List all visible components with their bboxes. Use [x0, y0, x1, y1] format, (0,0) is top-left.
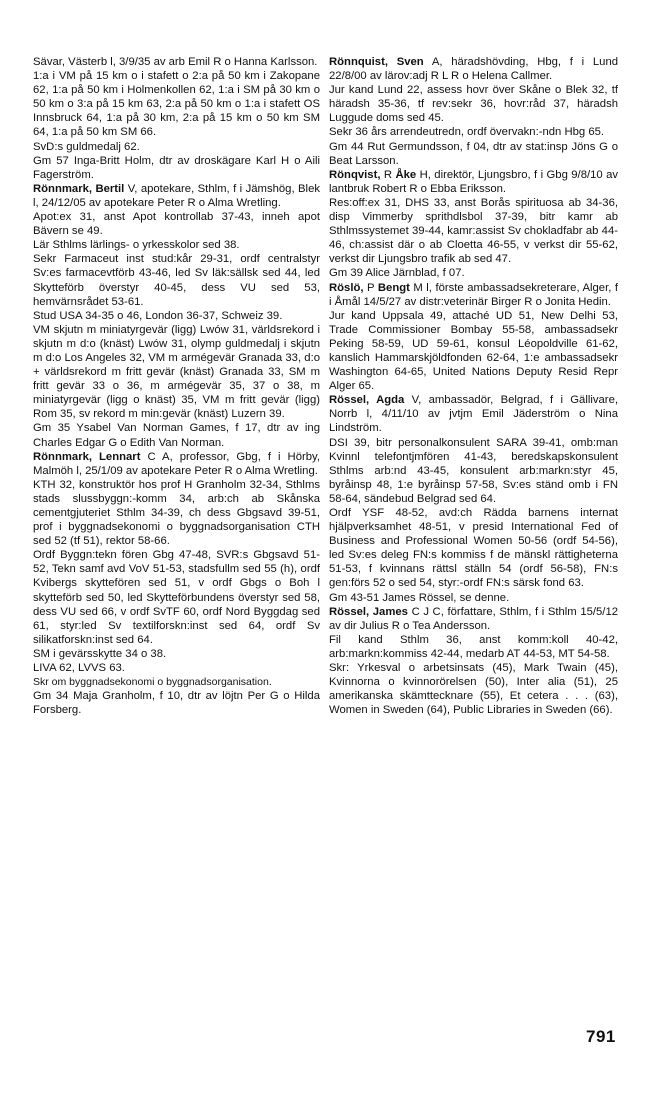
- entry-heading: [329, 55, 618, 83]
- entry-paragraph: Ordf YSF 48-52, avd:ch Rädda barnens internat hjälpverksamhet 48-51, v presid International Fed of Business and Professional Women 50-56 (ordf 54-56), led Sv:es deleg FN:s kommiss f de mänskl rättigheterna 51-53, f kvinnans rättsl ställn 54 (ordf 56-58), FN:s gen:förs 52 o sed 54, styr:-ordf FN:s särsk fond 63.: [329, 507, 618, 590]
- entry-paragraph: Sekr 36 års arrendeutredn, ordf övervakn:-ndn Hbg 65.: [329, 126, 605, 139]
- entry-paragraph: Jur kand Uppsala 49, attaché UD 51, New Delhi 53, Trade Commissioner Bombay 55-58, ambassadsekr Peking 58-59, UD 59-61, konsul Léopoldville 61-62, kanslich Hammarskjöldfonden 62-64, 1:e ambassadsekr Washington 64-65, United Nations Deputy Resid Repr Alger 65.: [329, 309, 618, 393]
- entry-paragraph: Gm 44 Rut Germundsson, f 04, dtr av stat:insp Jöns G o Beat Larsson.: [329, 140, 618, 167]
- entry-paragraph: Res:off:ex 31, DHS 33, anst Borås spirituosa ab 34-36, disp Vimmerby sprithdlsbol 37-39, bitr kamr ab Sthlmssystemet 39-44, kamr:assist Sv chokladfabr ab 44-46, ch:assist där o ab Cloetta 46-55, v verkst dir 55-62, verkst dir Ljungsbro trafik ab sed 47.: [329, 196, 618, 266]
- entry-text: C J C, författare, Sthlm, f i Sthlm 15/5/12 av dir Julius R o Tea Andersson.: [329, 605, 619, 632]
- entry-heading: [329, 168, 618, 196]
- entry-text: C A, professor, Gbg, f i Hörby, Malmöh l, 25/1/09 av apotekare Peter R o Alma Wretling.: [33, 450, 320, 477]
- entry-paragraph: KTH 32, konstruktör hos prof H Granholm 32-34, Sthlms stads slussbyggn:-komm 34, arb:ch ab Skånska cementgjuteriet Sthlm 34-39, ch dess Gbgsavd 39-51, prof i byggnadsekonomi o byggnadsorganisation CTH sed 52 (tf 51), rektor 58-66.: [33, 478, 320, 548]
- right-column: [329, 55, 618, 717]
- entry-name: Rönnquist, Sven: [329, 56, 424, 68]
- entry-paragraph: Skr: Yrkesval o arbetsinsats (45), Mark Twain (45), Kvinnorna o kvinnorörelsen (50), Inter alia (51), 25 amerikanska skämttecknare (55), Et cetera . . . (63), Women in Sweden (64), Public Libraries in Sweden (66).: [329, 662, 618, 717]
- entry-paragraph: Sävar, Västerb l, 3/9/35 av arb Emil R o Hanna Karlsson.: [33, 56, 318, 68]
- entry-name: Rössel, James: [329, 605, 408, 618]
- entry-paragraph: Skr om byggnadsekonomi o byggnadsorganisation.: [33, 676, 272, 689]
- entry-paragraph: LIVA 62, LVVS 63.: [33, 662, 125, 675]
- page-number: 791: [586, 1027, 616, 1046]
- entry-paragraph: DSI 39, bitr personalkonsulent SARA 39-41, omb:man Kvinnl telefontjmfören 41-43, beredskapskonsulent Sthlms arb:nd 43-45, konsulent arb:markn:styr 45, byråinsp 48, 1:e byråinsp 57-58, Sv:es ständ omb i FN 58-64, sändebud Belgrad sed 64.: [329, 436, 618, 505]
- entry-paragraph: SvD:s guldmedalj 62.: [33, 140, 140, 153]
- entry-name: Rönnmark, Bertil: [33, 182, 125, 195]
- entry-name: Röslö,: [329, 281, 364, 294]
- entry-heading: [329, 281, 618, 309]
- entry-paragraph: Jur kand Lund 22, assess hovr över Skåne o Blek 32, tf häradsh 35-36, tf rev:sekr 36, hovr:råd 37, häradsh Luggude doms sed 45.: [329, 84, 618, 125]
- entry-heading: [329, 393, 618, 435]
- entry-text: A, häradshövding, Hbg, f i Lund 22/8/00 av lärov:adj R L R o Helena Callmer.: [329, 56, 619, 83]
- entry-paragraph: SM i gevärsskytte 34 o 38.: [33, 647, 167, 660]
- entry-paragraph: VM skjutn m miniatyrgevär (ligg) Lwów 31, världsrekord i skjutn m d:o (knäst) Lwów 31, olymp guldmedalj i skjutn m d:o Los Angeles 32, VM m armégevär Granada 33, d:o + världsrekord m fritt gevär (knäst) Granada 33, SM m fritt gevär 33 o 36, m armégevär 35, 37 o 38, m miniatyrgevär (ligg o knäst) 35, VM m fritt gevär (ligg) Rom 35, sv rekord m min:gevär (knäst) Luzern 39.: [33, 323, 320, 421]
- entry-text: V, apotekare, Sthlm, f i Jämshög, Blek l, 24/12/05 av apotekare Peter R o Alma Wretling.: [33, 182, 321, 209]
- entry-paragraph: Lär Sthlms lärlings- o yrkesskolor sed 38.: [33, 239, 240, 252]
- entry-paragraph: Fil kand Sthlm 36, anst komm:koll 40-42, arb:markn:kommiss 42-44, medarb AT 44-53, MT 54-58.: [329, 633, 618, 660]
- entry-name: Rössel, Agda: [329, 394, 405, 407]
- entry-paragraph: Stud USA 34-35 o 46, London 36-37, Schweiz 39.: [33, 309, 283, 322]
- entry-paragraph: 1:a i VM på 15 km o i stafett o 2:a på 50 km i Zakopane 62, 1:a på 50 km i Holmenkollen 62, 1:a i SM på 30 km o 50 km o 3:a på 15 km 63, 2:a på 50 km o 1:a i stafett OS Innsbruck 64, 1:a på 30 km, 2:a på 15 km o 50 km SM 64, 1:a på 50 km SM 66.: [33, 70, 320, 139]
- entry-name: Rönnmark, Lennart: [33, 450, 141, 463]
- entry-paragraph: Sekr Farmaceut inst stud:kår 29-31, ordf centralstyr Sv:es farmacevtförb 43-46, led Sv läk:sällsk sed 44, led Skytteförb överstyr 40-45, dess VU sed 53, hemvärnsrådet 53-61.: [33, 253, 320, 308]
- entry-text: H, direktör, Ljungsbro, f i Gbg 9/8/10 av lantbruk Robert R o Ebba Eriksson.: [329, 168, 619, 195]
- entry-text: R: [380, 168, 396, 181]
- left-column: [33, 55, 320, 717]
- entry-given-name: Bengt: [377, 281, 410, 294]
- entry-paragraph: Ordf Byggn:tekn fören Gbg 47-48, SVR:s Gbgsavd 51-52, Tekn samf avd VoV 51-53, stadsfullm sed 55 (h), ordf Kvibergs skyttefören sed 51, v ordf Gbgs o Boh l skytteförb sed 50, led Skytteförbundens överstyr sed 58, dess VU sed 66, v ordf SvTF 60, ordf Nord Byggdag sed 61, styr:led Sv textilforskn:inst sed 64, ordf Sv silikatforskn:inst sed 64.: [33, 549, 320, 646]
- entry-text: P: [363, 281, 378, 294]
- entry-heading: [33, 182, 320, 210]
- entry-heading: [329, 605, 618, 633]
- entry-paragraph: Apot:ex 31, anst Apot kontrollab 37-43, inneh apot Bävern se 49.: [33, 211, 320, 238]
- entry-given-name: Åke: [395, 168, 417, 181]
- entry-name: Rönqvist,: [329, 168, 381, 181]
- entry-paragraph: Gm 43-51 James Rössel, se denne.: [329, 591, 510, 604]
- entry-text: M l, förste ambassadsekreterare, Alger, f i Åmål 14/5/27 av distr:veterinär Birger R o Jonita Hedin.: [329, 281, 619, 308]
- entry-paragraph: Gm 35 Ysabel Van Norman Games, f 17, dtr av ing Charles Edgar G o Edith Van Norman.: [33, 422, 320, 449]
- entry-paragraph: Gm 39 Alice Järnblad, f 07.: [329, 267, 465, 280]
- entry-heading: [33, 450, 320, 478]
- entry-paragraph: Gm 57 Inga-Britt Holm, dtr av droskägare Karl H o Aili Fagerström.: [33, 154, 320, 181]
- entry-paragraph: Gm 34 Maja Granholm, f 10, dtr av löjtn Per G o Hilda Forsberg.: [33, 690, 320, 717]
- entry-text: V, ambassadör, Belgrad, f i Gällivare, Norrb l, 4/11/10 av jvtjm Emil Jäderström o Nina Lindström.: [329, 394, 618, 435]
